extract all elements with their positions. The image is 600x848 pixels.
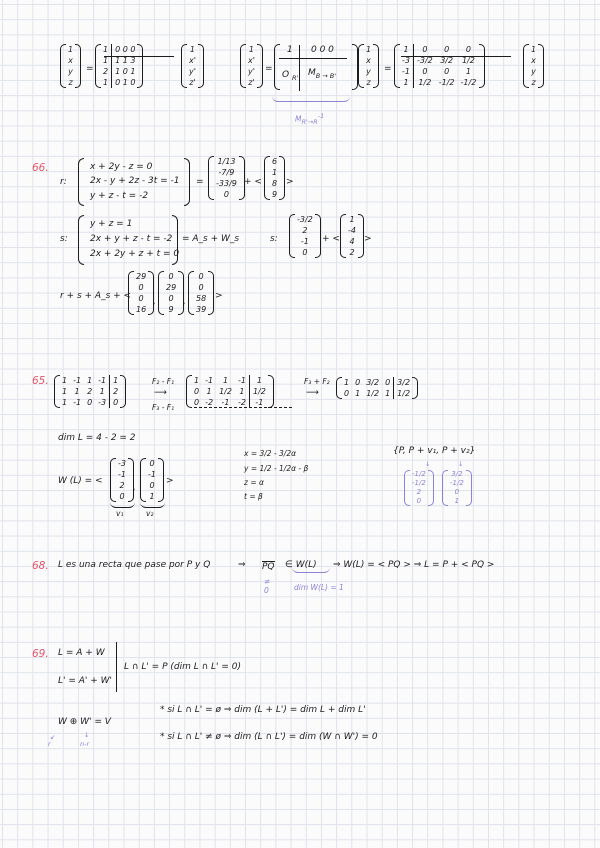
matrix-entry: 1 xyxy=(239,387,245,396)
matrix-entry: 0 xyxy=(302,248,308,257)
matrix-entry: 1/2 xyxy=(461,56,475,65)
matrix-entry: 1 xyxy=(222,376,229,385)
problem-68: 68. L es una recta que pase por P y Q ⇒ PQ ∈ W(L) ⇒ W(L) = < PQ > ⇒ L = P + < PQ > ≠ 0 dim W(L) = 1 xyxy=(32,560,495,595)
matrix-entry: 1 xyxy=(465,67,471,76)
matrix-entry: -2 xyxy=(205,398,214,407)
problem-number: 66. xyxy=(32,162,49,174)
matrix-entry: -1/2 xyxy=(438,78,455,87)
matrix-entry: 2 xyxy=(302,226,308,235)
matrix-entry: 16 xyxy=(136,305,147,314)
matrix-entry: 2 xyxy=(349,248,355,257)
matrix-entry: -1 xyxy=(73,376,82,385)
matrix-entry: y xyxy=(366,67,371,76)
matrix-entry: 0 1 0 xyxy=(112,77,139,88)
matrix-entry: 0 xyxy=(194,398,200,407)
matrix-entry: 1/2 xyxy=(219,387,232,396)
problem-69: 69. L = A + W L' = A' + W' L ∩ L' = P (dim L ∩ L' = 0) W ⊕ W' = V ↙ r ↓ n-r * si L ∩ L' = ø ⇒ dim (L + L') = dim L + dim L' * si L ∩ L' ≠ ø ⇒ dim (L ∩ L') = dim (W ∩ W') = 0 xyxy=(0,0,600,848)
matrix-entry: y' xyxy=(248,67,255,76)
matrix-entry: 3/2 xyxy=(394,377,413,388)
matrix-entry: 0 xyxy=(454,488,460,496)
matrix-entry: 1 xyxy=(103,78,109,87)
matrix-entry: 1/2 xyxy=(249,386,268,397)
matrix-entry: -1 xyxy=(221,398,230,407)
matrix-entry: 3/2 xyxy=(366,378,380,387)
matrix-entry: 1 xyxy=(149,492,155,501)
l-definition: L = A + W xyxy=(58,648,105,658)
matrix-entry: -1 xyxy=(300,237,309,246)
matrix-entry: 1 xyxy=(531,45,537,54)
matrix-entry: 1 1 3 xyxy=(112,55,139,66)
matrix-entry: 0 xyxy=(110,397,122,408)
equals: = xyxy=(86,64,94,74)
matrix-entry: 1 xyxy=(366,45,372,54)
matrix-entry: -1 xyxy=(205,376,214,385)
matrix-entry: 1 xyxy=(68,45,74,54)
matrix-entry: x xyxy=(531,56,536,65)
matrix-entry: 1 xyxy=(403,78,409,87)
matrix-entry: y xyxy=(68,67,73,76)
matrix-entry: 0 xyxy=(344,389,350,398)
v1-label: v₁ xyxy=(116,509,124,518)
matrix-entry: 1 xyxy=(248,45,255,54)
matrix-entry: 0 xyxy=(138,283,144,292)
block-matrix: 1 0 0 0 O $_{R'}$ $M_{B \to B'}$ xyxy=(274,44,358,90)
case-empty: * si L ∩ L' = ø ⇒ dim (L + L') = dim L + dim L' xyxy=(160,705,366,715)
arrow: ⟶ xyxy=(306,388,319,398)
matrix-entry: 1 0 1 xyxy=(112,66,139,77)
matrix-entry: 2 xyxy=(87,387,93,396)
w-label: W (L) = < xyxy=(58,476,103,486)
matrix-entry: 0 xyxy=(198,283,204,292)
matrix-entry: -7/9 xyxy=(218,168,235,177)
matrix-entry: 1 xyxy=(349,215,355,224)
row-op-2: F₃ - F₁ xyxy=(152,403,175,412)
matrix-entry: 1 xyxy=(103,56,109,65)
matrix-entry: 0 0 0 xyxy=(112,44,139,55)
matrix-entry: -1 xyxy=(73,398,82,407)
matrix-entry: 6 xyxy=(272,157,278,166)
matrix-entry: x' xyxy=(189,56,196,65)
v2-label: v₂ xyxy=(146,509,154,518)
s-label: s: xyxy=(60,234,68,244)
matrix-entry: 1/13 xyxy=(217,157,236,166)
matrix-entry: 0 xyxy=(168,294,174,303)
matrix-entry: 8 xyxy=(272,179,278,188)
dimension: dim L = 4 - 2 = 2 xyxy=(58,433,136,443)
matrix-entry: 0 xyxy=(198,272,204,281)
matrix-entry: 4 xyxy=(349,237,355,246)
problem-number: 68. xyxy=(32,560,49,572)
matrix-entry: 1 xyxy=(355,389,361,398)
matrix-entry: -1 xyxy=(98,376,107,385)
matrix-entry: 1 xyxy=(194,376,200,385)
r-label: r: xyxy=(60,177,67,187)
matrix-entry: 0 xyxy=(444,45,450,54)
matrix-entry: x xyxy=(366,56,371,65)
matrix-entry: 1 xyxy=(189,45,196,54)
matrix-entry: 2 xyxy=(103,67,109,76)
matrix-entry: 1/2 xyxy=(394,388,413,399)
matrix-entry: y' xyxy=(189,67,196,76)
param-t: t = β xyxy=(244,492,263,501)
matrix-entry: 0 xyxy=(138,294,144,303)
dim-note: dim W(L) = 1 xyxy=(294,583,344,592)
matrix-entry: z' xyxy=(189,78,196,87)
matrix-entry: 1 xyxy=(385,389,391,398)
param-x: x = 3/2 - 3/2α xyxy=(244,449,297,458)
matrix-entry: 1/2 xyxy=(366,389,380,398)
matrix-entry: -3 xyxy=(98,398,107,407)
equals: = xyxy=(265,64,273,74)
case-nonempty: * si L ∩ L' ≠ ø ⇒ dim (L ∩ L') = dim (W ∩ W') = 0 xyxy=(160,732,378,742)
matrix-entry: -1/2 xyxy=(460,78,477,87)
problem-66: 66. r: x + 2y - z = 0 2x - y + 2z - 3t = -1 y + z - t = -2 = 1/13 -7/9 -33/9 0 + < 6 1 8 9 > s: y + z = 1 2x + y + z - t = -2 2x + 2y + z + t = 0 = A_s + W_s s: -3/2 2 -1 0 + < 1 -4 4 2 > r + s + A_s + < 29 0 0 16 , 0 29 0 9 , 0 0 58 39 > xyxy=(32,157,372,314)
inverse-label: $M_{R'\to R}^{-1}$ xyxy=(295,112,325,126)
statement: L es una recta que pase por P y Q xyxy=(58,560,211,570)
matrix-entry: 9 xyxy=(272,190,278,199)
matrix-entry: 1 xyxy=(74,387,80,396)
matrix-entry: 3/2 xyxy=(440,56,454,65)
direct-sum: W ⊕ W' = V xyxy=(58,717,111,727)
matrix-entry: 2 xyxy=(416,488,422,496)
matrix-entry: 1 xyxy=(344,378,350,387)
matrix-entry: -3/2 xyxy=(297,215,313,224)
problem-number: 69. xyxy=(32,648,49,660)
matrix-entry: 1 xyxy=(403,45,409,54)
matrix-entry: 0 xyxy=(149,481,155,490)
matrix-entry: -33/9 xyxy=(216,179,237,188)
row-op-3: F₃ + F₂ xyxy=(304,377,330,386)
matrix-entry: 1/2 xyxy=(413,77,435,88)
intersection-condition: L ∩ L' = P (dim L ∩ L' = 0) xyxy=(124,662,242,672)
matrix-entry: z xyxy=(366,78,371,87)
matrix-entry: -1 xyxy=(118,470,126,479)
matrix-entry: 1 xyxy=(62,387,68,396)
matrix-entry: 2 xyxy=(119,481,125,490)
matrix-entry: 0 xyxy=(444,67,450,76)
matrix-entry: 0 xyxy=(223,190,229,199)
problem-65: 65. 1 -1 1 -1 1 1 1 2 1 2 1 -1 0 -3 0 F₂ - F₁ ⟶ F₃ - F₁ 1 -1 1 -1 1 0 1 1/2 1 1/2 0 -2 -1 -2 -1 F₃ + F₂ ⟶ 1 0 3/2 0 3/2 0 1 1/2 1 1/2 dim L = 4 - 2 = 2 W (L) = < -3 -1 2 0 , 0 -1 0 1 > v₁ v₂ x = 3/2 - 3/2α y = 1/2 - 1/2α - β z = α t = β {P, P + v₁, P + v₂} ↓ ↓ -1/2 -1/2 2 0 3/2 -1/2 0 1 xyxy=(32,375,476,518)
param-y: y = 1/2 - 1/2α - β xyxy=(244,464,309,473)
matrix-entry: 1 xyxy=(206,387,212,396)
matrix-entry: 1 xyxy=(249,375,268,386)
matrix-entry: 0 xyxy=(465,45,471,54)
matrix-entry: 0 xyxy=(168,272,174,281)
affine-frame: {P, P + v₁, P + v₂} xyxy=(393,446,476,456)
matrix-entry: 2 xyxy=(110,386,122,397)
matrix-entry: z' xyxy=(248,78,255,87)
matrix-entry: -3 xyxy=(402,56,410,65)
matrix-entry: z xyxy=(68,78,73,87)
matrix-entry: x' xyxy=(248,56,255,65)
matrix-entry: 1 xyxy=(272,168,278,177)
matrix-entry: 29 xyxy=(136,272,147,281)
matrix-entry: 0 xyxy=(149,459,155,468)
matrix-entry: 1 xyxy=(99,387,105,396)
matrix-entry: -3 xyxy=(118,459,126,468)
matrix-entry: 1 xyxy=(103,45,109,54)
matrix-entry: x xyxy=(68,56,73,65)
sum-label: r + s + A_s + < xyxy=(60,291,132,301)
matrix-entry: 58 xyxy=(196,294,207,303)
problem-number: 65. xyxy=(32,375,49,387)
matrix-entry: 9 xyxy=(168,305,174,314)
matrix-entry: 3/2 xyxy=(451,470,463,478)
matrix-entry: 1 xyxy=(87,376,93,385)
pq-vector: PQ xyxy=(262,562,275,572)
matrix-entry: 0 xyxy=(416,497,422,505)
matrix-entry: z xyxy=(531,78,536,87)
matrix-entry: 0 xyxy=(413,66,435,77)
matrix-entry: -3/2 xyxy=(413,55,435,66)
matrix-entry: 0 xyxy=(355,378,361,387)
matrix-entry: -1 xyxy=(402,67,410,76)
param-z: z = α xyxy=(244,478,264,487)
row-op-1: F₂ - F₁ xyxy=(152,377,175,386)
arrow: ⟶ xyxy=(154,388,167,398)
matrix-entry: -1 xyxy=(249,397,268,408)
matrix-entry: 0 xyxy=(413,44,435,55)
matrix-entry: 0 xyxy=(119,492,125,501)
matrix-entry: -2 xyxy=(237,398,246,407)
matrix-entry: -1 xyxy=(237,376,246,385)
matrix-entry: 1 xyxy=(454,497,460,505)
s-label-2: s: xyxy=(270,234,278,244)
matrix-entry: 0 xyxy=(87,398,93,407)
matrix-entry: 39 xyxy=(196,305,207,314)
matrix-entry: -1/2 xyxy=(450,479,464,487)
matrix-entry: y xyxy=(531,67,536,76)
matrix-entry: 0 xyxy=(194,387,200,396)
matrix-entry: 1 xyxy=(62,376,68,385)
matrix-entry: -4 xyxy=(348,226,356,235)
matrix-entry: -1/2 xyxy=(412,470,426,478)
matrix-entry: -1/2 xyxy=(412,479,426,487)
matrix-entry: 0 xyxy=(385,378,391,387)
matrix-entry: 29 xyxy=(166,283,177,292)
matrix-entry: 1 xyxy=(62,398,68,407)
matrix-entry: -1 xyxy=(148,470,156,479)
equals: = xyxy=(384,64,392,74)
lprime-definition: L' = A' + W' xyxy=(58,676,113,686)
matrix-entry: 1 xyxy=(110,375,122,386)
